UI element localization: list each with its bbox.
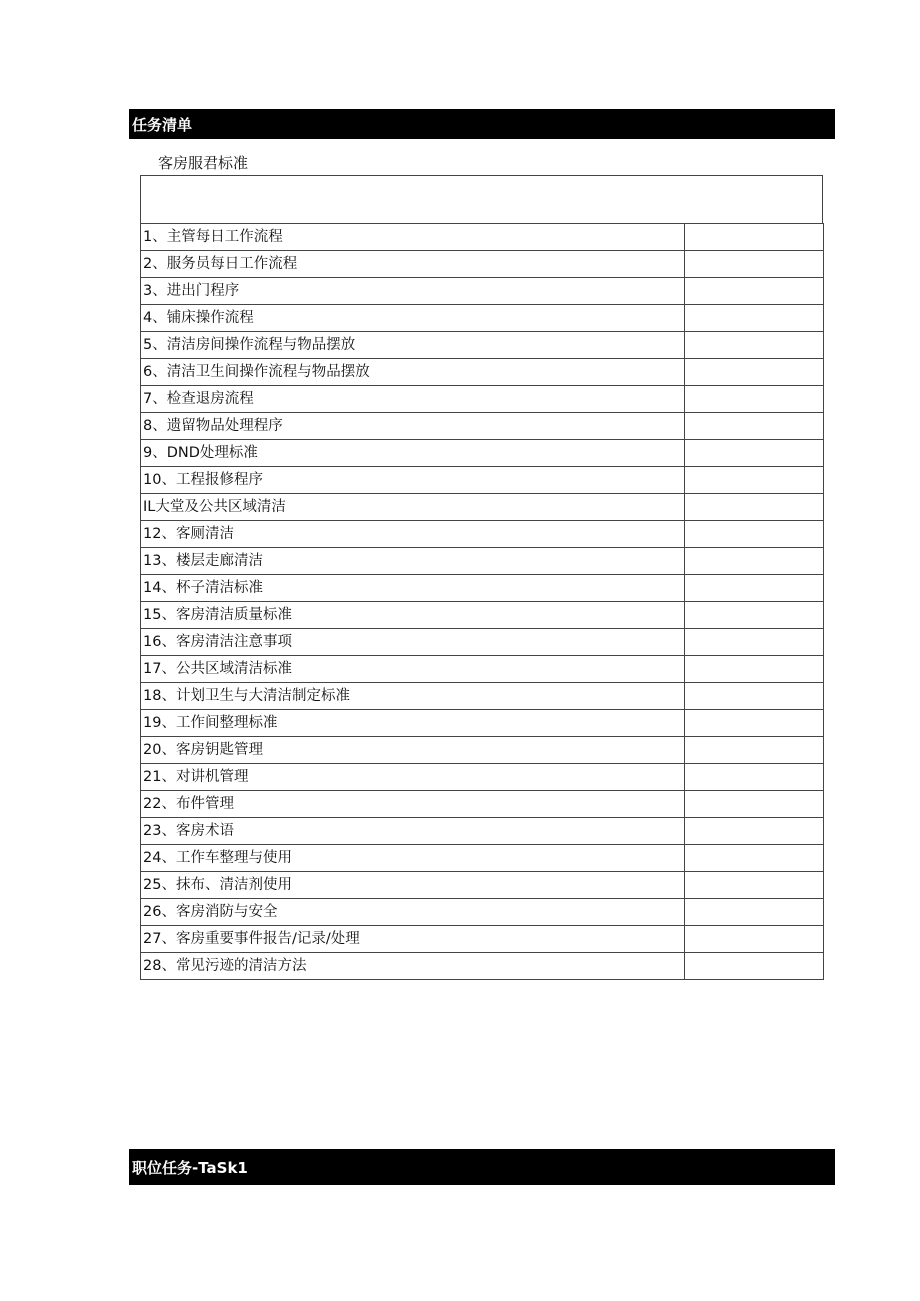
task-name-cell: 6、清洁卫生间操作流程与物品摆放 xyxy=(141,359,685,386)
table-row xyxy=(141,440,824,467)
task-blank-cell xyxy=(685,791,824,818)
task-name-cell: 15、客房清洁质量标准 xyxy=(141,602,685,629)
task-name-cell: 8、遗留物品处理程序 xyxy=(141,413,685,440)
task-blank-cell xyxy=(685,413,824,440)
subtitle: 客房服君标准 xyxy=(158,154,249,172)
table-header-box xyxy=(140,175,823,223)
task-name-cell: 19、工作间整理标准 xyxy=(141,710,685,737)
task-blank-cell xyxy=(685,764,824,791)
task-blank-cell xyxy=(685,737,824,764)
task-name-cell: 26、客房消防与安全 xyxy=(141,899,685,926)
task-name-cell: 22、布件管理 xyxy=(141,791,685,818)
task-blank-cell xyxy=(685,656,824,683)
task-name-cell: 24、工作车整理与使用 xyxy=(141,845,685,872)
table-row xyxy=(141,467,824,494)
table-row xyxy=(141,710,824,737)
task-blank-cell xyxy=(685,629,824,656)
task-name-cell: IL大堂及公共区域清洁 xyxy=(141,494,685,521)
table-row xyxy=(141,305,824,332)
task-blank-cell xyxy=(685,251,824,278)
table-row xyxy=(141,872,824,899)
task-name-cell: 28、常见污迹的清洁方法 xyxy=(141,953,685,980)
task-name-cell: 13、楼层走廊清洁 xyxy=(141,548,685,575)
task-blank-cell xyxy=(685,683,824,710)
table-row xyxy=(141,278,824,305)
table-row xyxy=(141,818,824,845)
table-row xyxy=(141,521,824,548)
task-name-cell: 5、清洁房间操作流程与物品摆放 xyxy=(141,332,685,359)
task-blank-cell xyxy=(685,953,824,980)
section-header-job-task xyxy=(129,1149,835,1185)
task-name-cell: 17、公共区域清洁标准 xyxy=(141,656,685,683)
task-name-cell: 14、杯子清洁标准 xyxy=(141,575,685,602)
table-row xyxy=(141,602,824,629)
task-name-cell: 23、客房术语 xyxy=(141,818,685,845)
task-name-cell: 25、抹布、清洁剂使用 xyxy=(141,872,685,899)
task-blank-cell xyxy=(685,386,824,413)
task-name-cell: 16、客房清洁注意事项 xyxy=(141,629,685,656)
task-name-cell: 20、客房钥匙管理 xyxy=(141,737,685,764)
table-row xyxy=(141,224,824,251)
table-row xyxy=(141,575,824,602)
table-row xyxy=(141,548,824,575)
task-blank-cell xyxy=(685,872,824,899)
task-blank-cell xyxy=(685,494,824,521)
task-name-cell: 7、检查退房流程 xyxy=(141,386,685,413)
task-blank-cell xyxy=(685,224,824,251)
task-blank-cell xyxy=(685,521,824,548)
section-title: 职位任务-TaSk1 xyxy=(132,1158,248,1177)
task-name-cell: 21、对讲机管理 xyxy=(141,764,685,791)
task-blank-cell xyxy=(685,845,824,872)
task-name-cell: 1、主管每日工作流程 xyxy=(141,224,685,251)
task-blank-cell xyxy=(685,305,824,332)
task-blank-cell xyxy=(685,332,824,359)
task-name-cell: 18、计划卫生与大清洁制定标准 xyxy=(141,683,685,710)
table-row xyxy=(141,332,824,359)
task-name-cell: 4、铺床操作流程 xyxy=(141,305,685,332)
task-blank-cell xyxy=(685,899,824,926)
task-blank-cell xyxy=(685,575,824,602)
table-row xyxy=(141,737,824,764)
task-blank-cell xyxy=(685,926,824,953)
table-row xyxy=(141,926,824,953)
task-blank-cell xyxy=(685,359,824,386)
task-name-cell: 2、服务员每日工作流程 xyxy=(141,251,685,278)
table-row xyxy=(141,656,824,683)
task-blank-cell xyxy=(685,818,824,845)
table-row xyxy=(141,845,824,872)
task-name-cell: 10、工程报修程序 xyxy=(141,467,685,494)
table-row xyxy=(141,899,824,926)
table-row xyxy=(141,953,824,980)
section-title: 任务清单 xyxy=(132,115,193,134)
table-row xyxy=(141,386,824,413)
task-blank-cell xyxy=(685,278,824,305)
task-name-cell: 12、客厕清洁 xyxy=(141,521,685,548)
task-blank-cell xyxy=(685,467,824,494)
task-blank-cell xyxy=(685,710,824,737)
section-header-task-list xyxy=(129,109,835,139)
table-row xyxy=(141,629,824,656)
table-row xyxy=(141,494,824,521)
task-table xyxy=(140,223,824,980)
task-blank-cell xyxy=(685,602,824,629)
table-row xyxy=(141,413,824,440)
table-row xyxy=(141,791,824,818)
table-row xyxy=(141,251,824,278)
task-name-cell: 3、进出门程序 xyxy=(141,278,685,305)
task-blank-cell xyxy=(685,440,824,467)
table-row xyxy=(141,683,824,710)
table-row xyxy=(141,359,824,386)
task-blank-cell xyxy=(685,548,824,575)
table-row xyxy=(141,764,824,791)
task-name-cell: 27、客房重要事件报告/记录/处理 xyxy=(141,926,685,953)
task-name-cell: 9、DND处理标准 xyxy=(141,440,685,467)
